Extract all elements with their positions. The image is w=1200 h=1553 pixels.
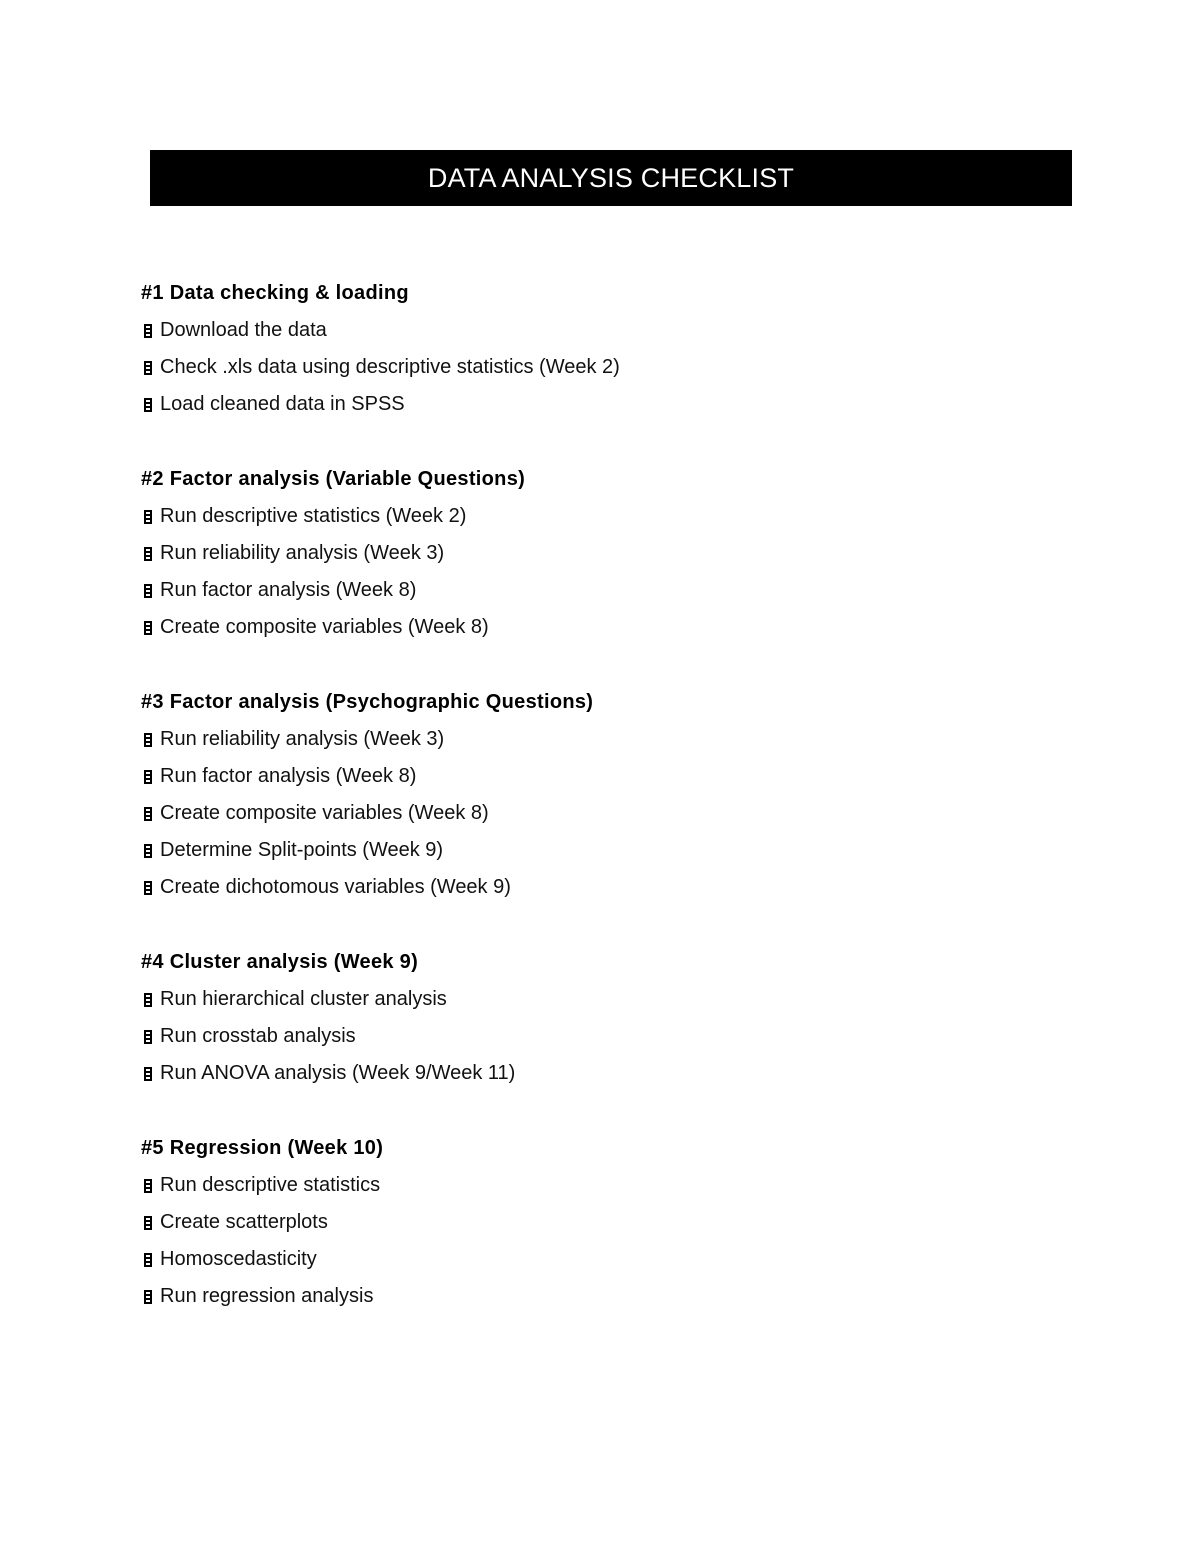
checklist-item[interactable] [141, 1167, 1041, 1204]
checklist-item-label: Create composite variables (Week 8) [160, 802, 489, 824]
checklist-item[interactable] [141, 721, 1041, 758]
checklist-item-label: Run factor analysis (Week 8) [160, 765, 417, 787]
section-heading: #5 Regression (Week 10) [141, 1137, 384, 1159]
checklist-item-label: Create scatterplots [160, 1211, 328, 1233]
checklist-item[interactable] [141, 572, 1041, 609]
section-heading: #3 Factor analysis (Psychographic Questions) [141, 691, 594, 713]
section-factor-variable [141, 461, 1041, 646]
checkbox-icon[interactable] [144, 361, 152, 375]
page-title: DATA ANALYSIS CHECKLIST [427, 162, 795, 193]
checklist-item-label: Run factor analysis (Week 8) [160, 579, 417, 601]
checklist-item[interactable] [141, 869, 1041, 906]
checklist-item[interactable] [141, 498, 1041, 535]
checkbox-icon[interactable] [144, 1253, 152, 1267]
section-heading: #2 Factor analysis (Variable Questions) [141, 468, 526, 490]
section-heading: #1 Data checking & loading [141, 282, 409, 304]
checklist-item[interactable] [141, 981, 1041, 1018]
section-heading: #4 Cluster analysis (Week 9) [141, 951, 419, 973]
checklist-item[interactable] [141, 349, 1041, 386]
checklist [141, 275, 1041, 1353]
checkbox-icon[interactable] [144, 1290, 152, 1304]
checklist-item[interactable] [141, 535, 1041, 572]
checklist-item-label: Run reliability analysis (Week 3) [160, 542, 445, 564]
checklist-item-label: Create composite variables (Week 8) [160, 616, 489, 638]
checklist-item[interactable] [141, 1204, 1041, 1241]
section-factor-psychographic [141, 684, 1041, 906]
checklist-item-label: Check .xls data using descriptive statistics (Week 2) [160, 356, 620, 378]
checklist-item-label: Create dichotomous variables (Week 9) [160, 876, 511, 898]
checkbox-icon[interactable] [144, 1067, 152, 1081]
checklist-item[interactable] [141, 1018, 1041, 1055]
checkbox-icon[interactable] [144, 881, 152, 895]
checklist-item-label: Run hierarchical cluster analysis [160, 988, 447, 1010]
checkbox-icon[interactable] [144, 398, 152, 412]
checkbox-icon[interactable] [144, 733, 152, 747]
checkbox-icon[interactable] [144, 1179, 152, 1193]
title-banner [150, 150, 1072, 206]
checklist-item-label: Determine Split-points (Week 9) [160, 839, 444, 861]
checklist-item[interactable] [141, 795, 1041, 832]
checkbox-icon[interactable] [144, 547, 152, 561]
section-regression [141, 1130, 1041, 1315]
checklist-item-label: Run descriptive statistics (Week 2) [160, 505, 467, 527]
checkbox-icon[interactable] [144, 993, 152, 1007]
checkbox-icon[interactable] [144, 584, 152, 598]
checkbox-icon[interactable] [144, 1030, 152, 1044]
checklist-item-label: Run crosstab analysis [160, 1025, 356, 1047]
checkbox-icon[interactable] [144, 844, 152, 858]
checkbox-icon[interactable] [144, 621, 152, 635]
checklist-item[interactable] [141, 386, 1041, 423]
checklist-item[interactable] [141, 312, 1041, 349]
checklist-item[interactable] [141, 1055, 1041, 1092]
checklist-item[interactable] [141, 1278, 1041, 1315]
section-data-checking [141, 275, 1041, 423]
checkbox-icon[interactable] [144, 807, 152, 821]
checkbox-icon[interactable] [144, 324, 152, 338]
checklist-item-label: Download the data [160, 319, 327, 341]
checklist-item-label: Homoscedasticity [160, 1248, 317, 1270]
section-cluster-analysis [141, 944, 1041, 1092]
checkbox-icon[interactable] [144, 1216, 152, 1230]
checklist-item[interactable] [141, 1241, 1041, 1278]
checkbox-icon[interactable] [144, 510, 152, 524]
checklist-item-label: Load cleaned data in SPSS [160, 393, 405, 415]
checklist-item-label: Run descriptive statistics [160, 1174, 381, 1196]
checklist-item[interactable] [141, 609, 1041, 646]
checklist-item-label: Run regression analysis [160, 1285, 374, 1307]
checkbox-icon[interactable] [144, 770, 152, 784]
checklist-item[interactable] [141, 832, 1041, 869]
checklist-item-label: Run ANOVA analysis (Week 9/Week 11) [160, 1062, 516, 1084]
checklist-item-label: Run reliability analysis (Week 3) [160, 728, 445, 750]
checklist-item[interactable] [141, 758, 1041, 795]
